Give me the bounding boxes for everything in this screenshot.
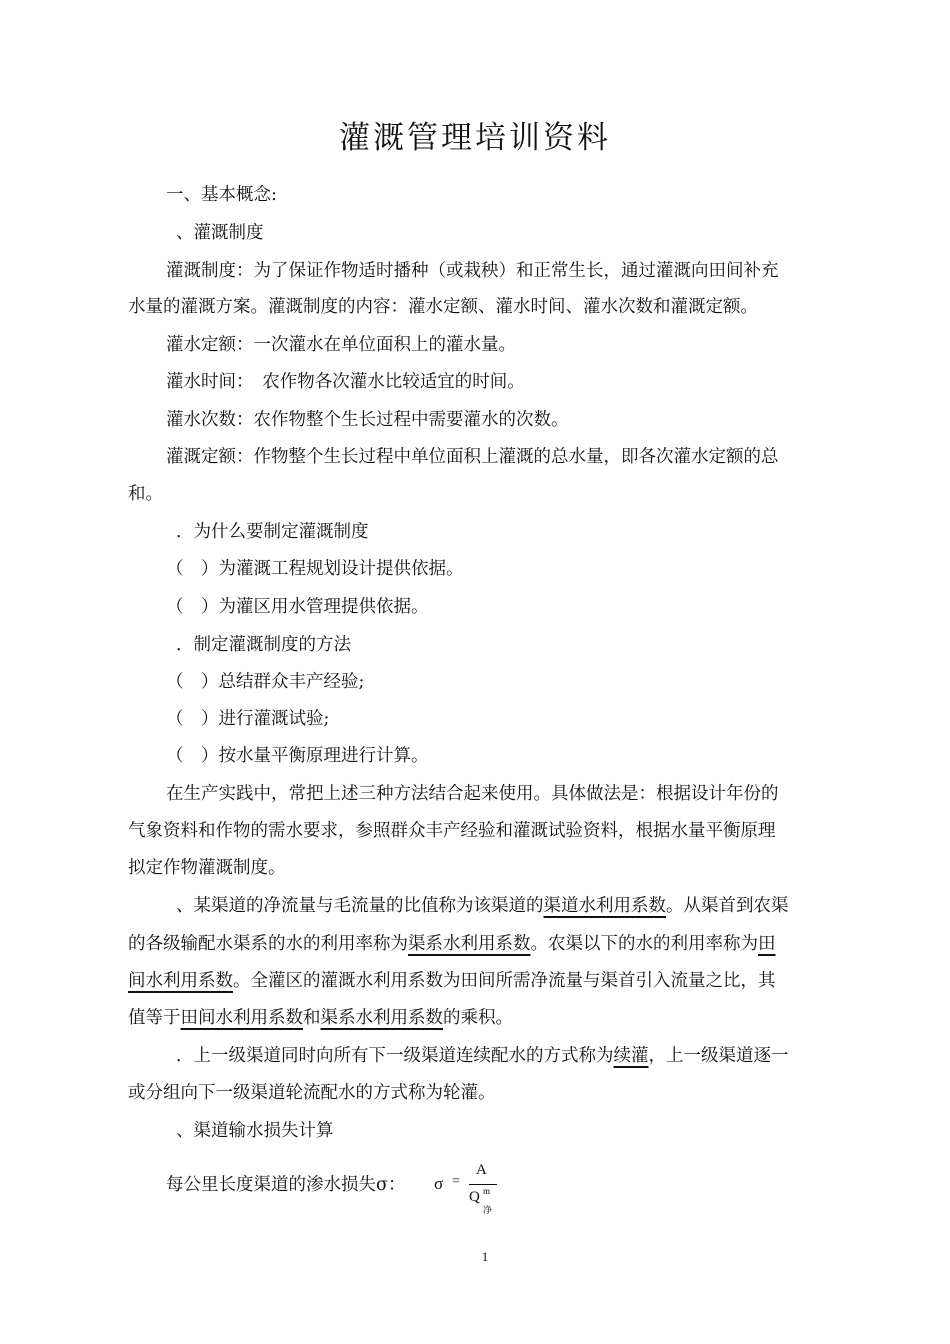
definition-line: 和。 xyxy=(128,484,163,504)
definition-line: 灌水次数：农作物整个生长过程中需要灌水的次数。 xyxy=(166,410,569,430)
text-run: 值等于 xyxy=(128,1008,181,1028)
underlined-term: 续灌 xyxy=(613,1046,649,1066)
subsection-heading: 、灌溉制度 xyxy=(176,223,264,243)
list-item: （ ）为灌区用水管理提供依据。 xyxy=(166,597,429,617)
paragraph-line: 或分组向下一级渠道轮流配水的方式称为轮灌。 xyxy=(128,1083,496,1103)
formula-exponent: m xyxy=(483,1186,491,1196)
page-number: 1 xyxy=(481,1249,489,1264)
formula-numerator: A xyxy=(476,1162,487,1178)
subsection-heading: 、渠道输水损失计算 xyxy=(176,1121,334,1141)
fraction-bar xyxy=(469,1184,497,1185)
text-run: 。全灌区的灌溉水利用系数为田间所需净流量与渠首引入流量之比，其 xyxy=(233,971,776,991)
underlined-term: 间水利用系数 xyxy=(128,971,233,991)
formula-equals: = xyxy=(452,1174,460,1189)
text-run: 、某渠道的净流量与毛流量的比值称为该渠道的 xyxy=(176,896,544,916)
formula-lhs: σ xyxy=(434,1174,444,1193)
formula-subscript: 净 xyxy=(483,1206,493,1216)
subsection-heading: ．制定灌溉制度的方法 xyxy=(176,635,351,655)
underlined-term: 渠系水利用系数 xyxy=(408,934,531,954)
formula-caption: 每公里长度渠道的渗水损失σ： xyxy=(166,1175,406,1195)
paragraph-line xyxy=(128,932,776,956)
text-run: 的乘积。 xyxy=(443,1008,513,1028)
text-run: 。农渠以下的水的利用率称为 xyxy=(530,934,758,954)
list-item: （ ）按水量平衡原理进行计算。 xyxy=(166,746,429,766)
text-run: 和 xyxy=(303,1008,321,1028)
subsection-heading: ．为什么要制定灌溉制度 xyxy=(176,522,369,542)
definition-line: 灌溉定额：作物整个生长过程中单位面积上灌溉的总水量，即各次灌水定额的总 xyxy=(166,447,779,467)
text-run: ，上一级渠道逐一 xyxy=(648,1046,789,1066)
definition-line: 灌水定额：一次灌水在单位面积上的灌水量。 xyxy=(166,335,516,355)
paragraph-line: 在生产实践中，常把上述三种方法结合起来使用。具体做法是：根据设计年份的 xyxy=(166,784,779,804)
text-run: 。从渠首到农渠 xyxy=(666,896,789,916)
paragraph-line: 灌溉制度：为了保证作物适时播种（或栽秧）和正常生长，通过灌溉向田间补充 xyxy=(166,261,779,281)
underlined-term: 渠道水利用系数 xyxy=(543,896,666,916)
list-item: （ ）进行灌溉试验; xyxy=(166,709,330,729)
paragraph-line: 气象资料和作物的需水要求，参照群众丰产经验和灌溉试验资料，根据水量平衡原理 xyxy=(128,821,776,841)
paragraph-line xyxy=(176,894,789,918)
text-run: 的各级输配水渠系的水的利用率称为 xyxy=(128,934,408,954)
paragraph-line: 拟定作物灌溉制度。 xyxy=(128,858,286,878)
underlined-term: 田间水利用系数 xyxy=(180,1008,303,1028)
list-item: （ ）总结群众丰产经验; xyxy=(166,672,365,692)
paragraph-line xyxy=(128,969,776,993)
seepage-formula xyxy=(434,1162,514,1222)
text-run: ．上一级渠道同时向所有下一级渠道连续配水的方式称为 xyxy=(176,1046,614,1066)
document-title: 灌溉管理培训资料 xyxy=(339,120,611,156)
paragraph-line xyxy=(128,1006,513,1030)
definition-line: 灌水时间： 农作物各次灌水比较适宜的时间。 xyxy=(166,372,525,392)
formula-denominator: Q xyxy=(469,1189,480,1205)
paragraph-line xyxy=(176,1044,789,1068)
section-heading: 一、基本概念: xyxy=(166,185,277,205)
list-item: （ ）为灌溉工程规划设计提供依据。 xyxy=(166,559,464,579)
underlined-term: 田 xyxy=(758,934,776,954)
paragraph-line: 水量的灌溉方案。灌溉制度的内容：灌水定额、灌水时间、灌水次数和灌溉定额。 xyxy=(128,297,758,317)
underlined-term: 渠系水利用系数 xyxy=(320,1008,443,1028)
